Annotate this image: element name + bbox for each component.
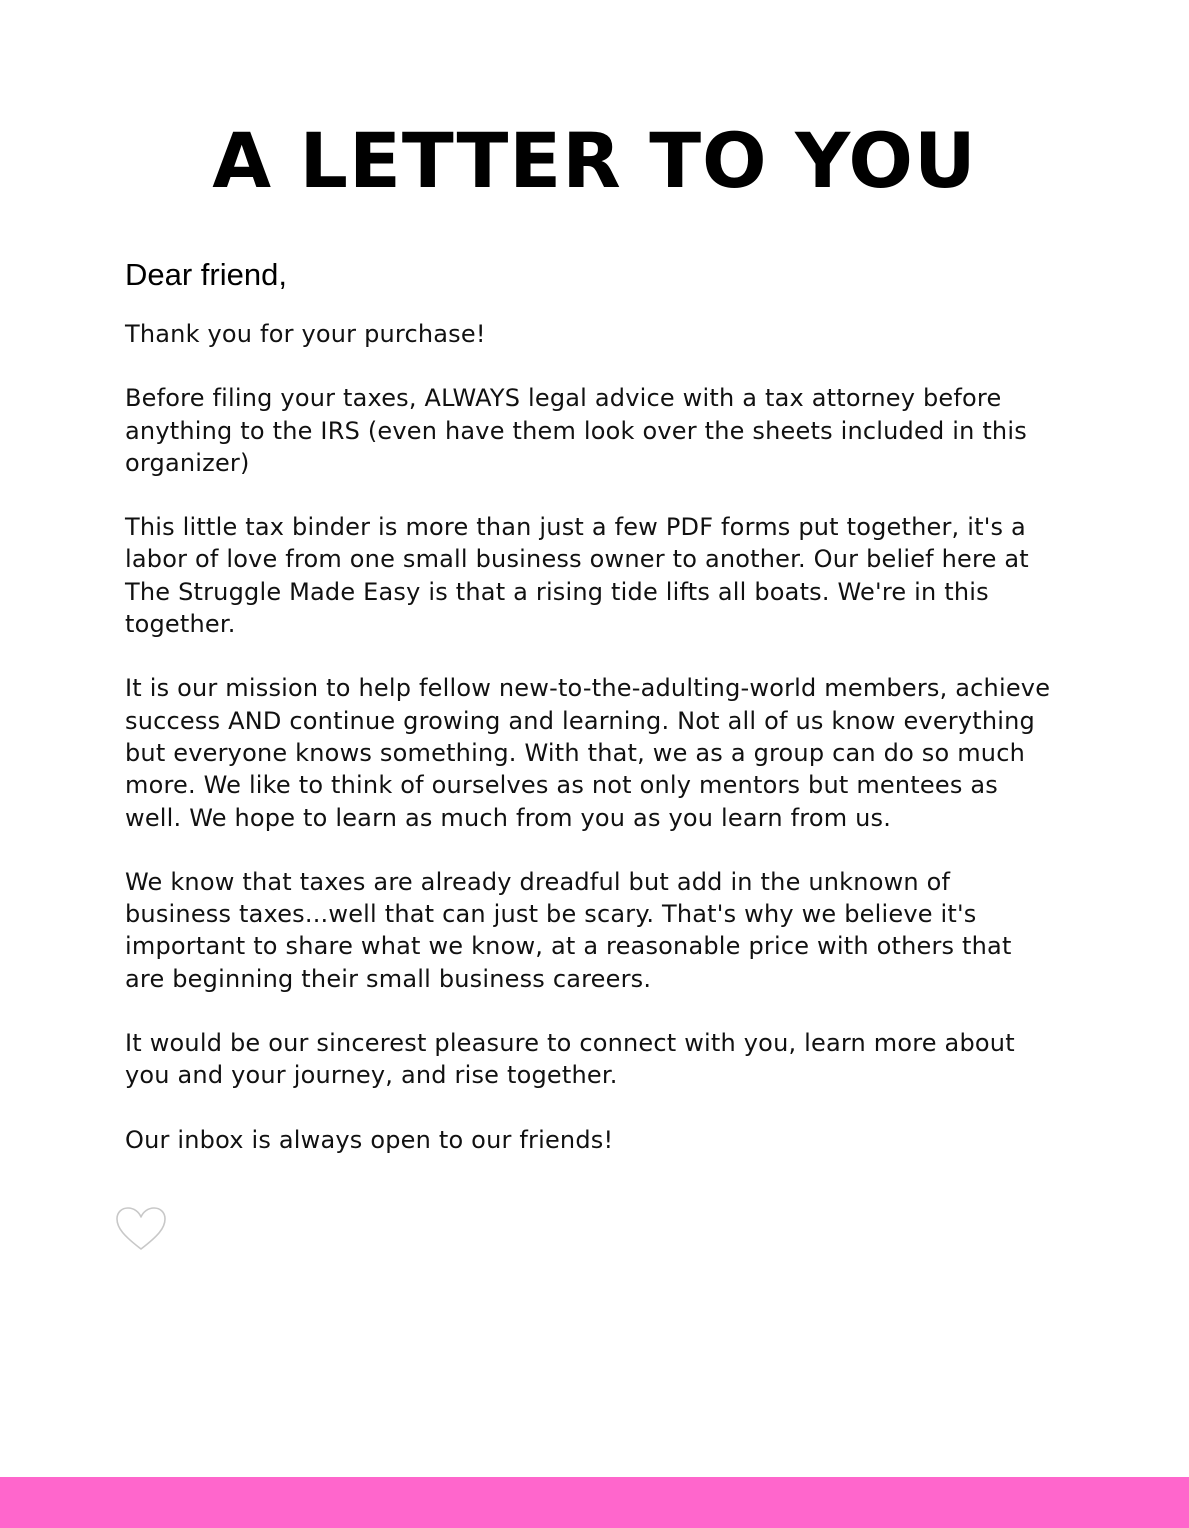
heart-outline-icon <box>114 1205 168 1253</box>
footer-color-bar <box>0 1477 1189 1528</box>
page-title: A LETTER TO YOU <box>212 116 977 205</box>
paragraph-inbox: Our inbox is always open to our friends! <box>125 1125 614 1154</box>
paragraph-taxes-dreadful: We know that taxes are already dreadful but add in the unknown of business taxes...well that can just be scary. That's why we believe it's important to share what we know, at a reasonable price with others that are beginning their small business careers. <box>125 867 1012 993</box>
paragraph-connect: It would be our sincerest pleasure to connect with you, learn more about you and your journey, and rise together. <box>125 1029 1015 1090</box>
paragraph-legal-advice: Before filing your taxes, ALWAYS legal advice with a tax attorney before anything to the IRS (even have them look over the sheets included in this organizer) <box>125 384 1027 477</box>
paragraph-thank-you: Thank you for your purchase! <box>125 320 486 348</box>
paragraph-mission: It is our mission to help fellow new-to-the-adulting-world members, achieve success AND continue growing and learning. Not all of us know everything but everyone knows something. With that, we as a group can do so much more. We like to think of ourselves as not only mentors but mentees as well. We hope to learn as much from you as you learn from us. <box>125 674 1051 832</box>
salutation: Dear friend, <box>125 257 287 292</box>
letter-body <box>125 254 1055 1188</box>
paragraph-tax-binder: This little tax binder is more than just a few PDF forms put together, it's a labor of love from one small business owner to another. Our belief here at The Struggle Made Easy is that a rising tide lifts all boats. We're in this together. <box>125 513 1029 639</box>
